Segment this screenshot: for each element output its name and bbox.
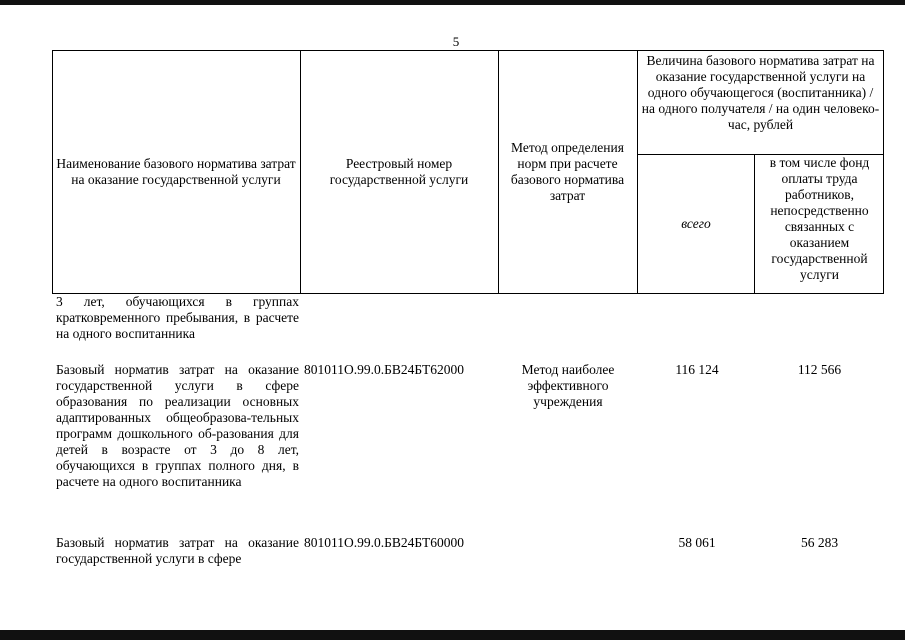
header-total xyxy=(638,155,754,293)
row-1-method: Метод наиболее эффективного учреждения xyxy=(521,362,615,409)
page-number: 5 xyxy=(452,34,460,49)
row-2-registry: 801011О.99.0.БВ24БТ60000 xyxy=(304,535,464,550)
row-1-wage-fund: 112 566 xyxy=(797,362,842,377)
header-registry xyxy=(304,50,494,293)
row-1-name: Базовый норматив затрат на оказание государственной услуги в сфере образования по реализации основных адаптированных общеобразова-тельных программ дошкольного об-разования для детей в возрасте от 3 до 8 лет, обучающихся в группах полного дня, в расчете на одного воспитанника xyxy=(56,362,299,489)
row-1-total: 116 124 xyxy=(675,362,719,377)
scan-top-edge xyxy=(0,0,905,5)
row-2-total: 58 061 xyxy=(678,535,716,550)
header-method xyxy=(501,50,634,293)
header-total-text: всего xyxy=(681,216,711,231)
header-name-text: Наименование базового норматива затрат на оказание государственной услуги xyxy=(56,155,296,187)
header-name xyxy=(56,50,296,293)
row-1-registry: 801011О.99.0.БВ24БТ62000 xyxy=(304,362,464,377)
row-2-wage-fund: 56 283 xyxy=(800,535,839,550)
row-0-name: 3 лет, обучающихся в группах кратковременного пребывания, в расчете на одного воспитанника xyxy=(56,294,299,341)
row-2-name: Базовый норматив затрат на оказание государственной услуги в сфере xyxy=(56,535,299,566)
header-registry-text: Реестровый номер государственной услуги xyxy=(329,155,469,187)
header-value-group: Величина базового норматива затрат на оказание государственной услуги на одного обучающегося (воспитанника) / на одного получателя / на один человеко-час, рублей xyxy=(641,53,880,132)
header-wage-fund: в том числе фонд оплаты труда работников, непосредственно связанных с оказанием государственной услуги xyxy=(769,155,870,282)
header-method-text: Метод определения норм при расчете базового норматива затрат xyxy=(510,139,625,203)
scan-bottom-edge xyxy=(0,630,905,640)
